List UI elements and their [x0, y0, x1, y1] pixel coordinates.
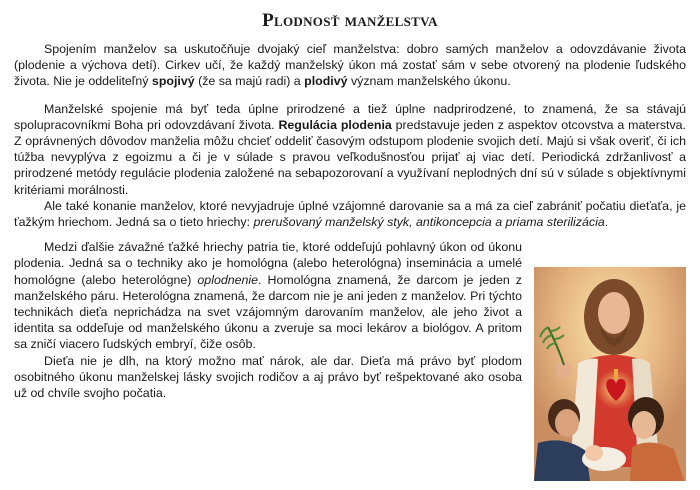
spacer — [14, 90, 686, 101]
text-run: Ale také konanie manželov, ktoré nevyjadruje úplné vzájomné darovanie sa a má za cieľ zabrániť počatiu dieťaťa, je ťažkým hriechom. Jedná sa o tieto hriechy: — [14, 198, 686, 230]
paragraph-4 — [14, 239, 522, 352]
text-run: význam manželského úkonu. — [347, 74, 511, 89]
italic-sins-list: prerušovaný manželský styk, antikoncepcia a priama sterilizácia — [253, 215, 605, 230]
text-run: Spojením manželov sa uskutočňuje dvojaký cieľ manželstva: dobro samých manželov a odovzdávanie života (plodenie a výchova detí). Cirkev učí, že každý manželský úkon má zostať sám v sebe otvorený na plodenie ľudského života. Nie je oddeliteľný — [14, 42, 686, 89]
text-run: Medzi ďalšie závažné ťažké hriechy patria tie, ktoré oddeľujú pohlavný úkon od úkonu plodenia. Jedná sa o techniky ako je homológna (alebo heterológna) inseminácia a umelé homológne (alebo heterológne) — [14, 240, 522, 287]
page-title: Plodnosť manželstva — [262, 10, 438, 31]
text-run: . Homológna znamená, že darcom je jeden z manželského páru. Heterológna znamená, že darcom nie je ani jeden z manželov. Pri týchto technikách dieťa neprichádza na svet vzájomným darovaním manželov, ale jeho život a identita sa oddeľuje od manželského úkonu a zveruje sa moci lekárov a biológov. A pritom sa zničí viacero ľudských embryí, čiže osôb. — [14, 272, 522, 352]
paragraph-5: Dieťa nie je dlh, na ktorý možno mať nárok, ale dar. Dieťa má právo byť plodom osobitného úkonu manželskej lásky svojich rodičov a aj právo byť rešpektované ako osoba už od chvíle svojho počatia. — [14, 353, 522, 401]
paragraph-2 — [14, 101, 686, 198]
italic-term-oplodnenie: oplodnenie — [197, 272, 259, 287]
bottom-text-column — [14, 239, 522, 401]
text-run: (že sa majú radi) a — [194, 74, 305, 89]
text-run: . — [604, 215, 609, 230]
paragraph-1 — [14, 41, 686, 90]
bold-term-spojivy: spojivý — [151, 74, 195, 89]
text-run: Manželské spojenie má byť teda úplne prirodzené a tiež úplne nadprirodzené, to znamená, že sa stávajú spolupracovníkmi Boha pri odovzdávaní života. — [14, 101, 686, 132]
bold-term-regulacia: Regulácia plodenia — [278, 117, 392, 132]
bold-term-plodivy: plodivý — [304, 74, 348, 89]
holy-family-illustration — [534, 267, 686, 481]
text-run: predstavuje jeden z aspektov otcovstva a materstva. Z oprávnených dôvodov manželia môžu chcieť oddeliť časovým odstupom plodenie svojich detí. Majú si však overiť, či ich túžba nevyplýva z egoizmu a či je v súlade s pravou veľkodušnosťou prijať aj viac detí. Periodická zdržanlivosť a prirodzené metódy regulácie plodenia založené na sebapozorovaní a využívaní neplodných dní sú v súlade s objektívnymi kritériami morálnosti. — [14, 117, 686, 197]
spacer — [14, 230, 686, 239]
paragraph-3 — [14, 198, 686, 230]
sacred-heart-image — [534, 267, 686, 481]
